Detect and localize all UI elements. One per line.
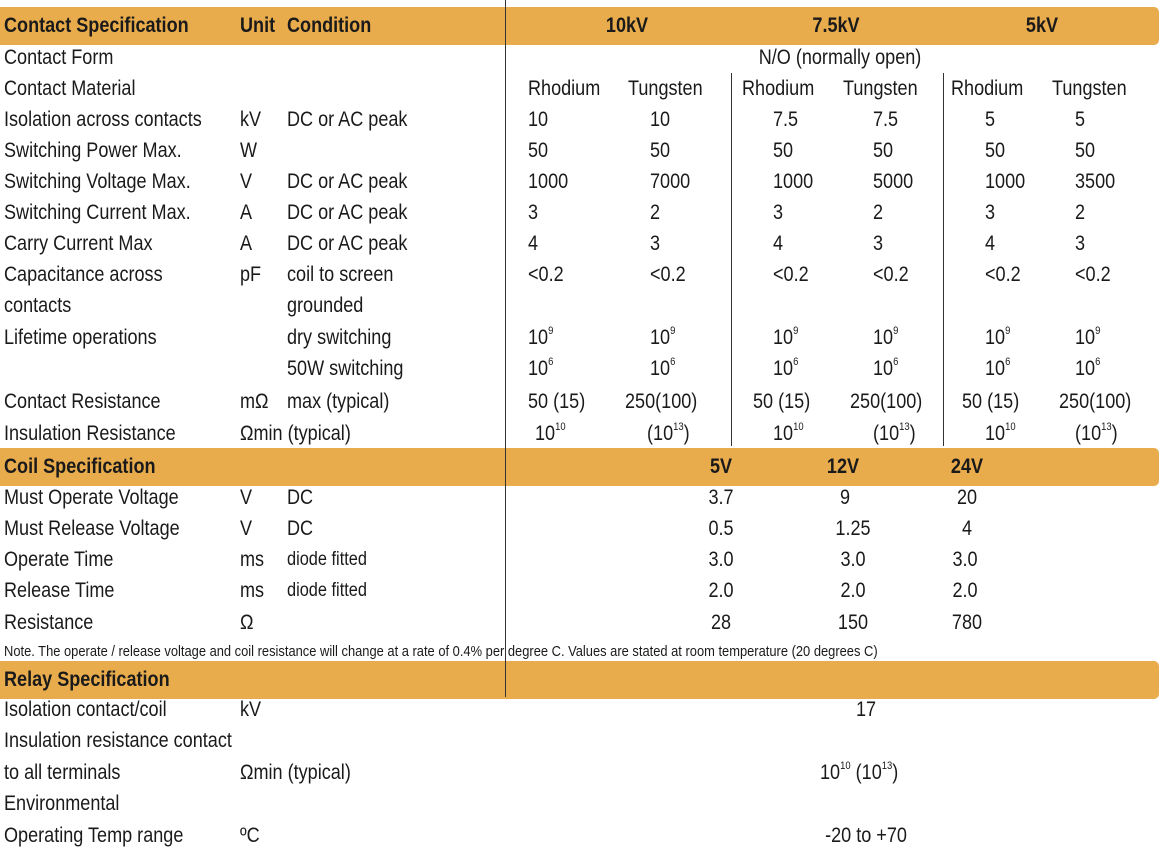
insulation-resistance-value: $(10^{13})$ bbox=[1075, 421, 1118, 445]
material-value: Tungsten bbox=[843, 77, 918, 100]
material-value: Rhodium bbox=[528, 77, 601, 100]
capacitance-value: <0.2 bbox=[650, 263, 686, 286]
relay-insulation-label: Insulation resistance contact bbox=[4, 729, 232, 752]
capacitance-condition-cont: grounded bbox=[287, 294, 364, 317]
must-release-unit: V bbox=[240, 517, 253, 540]
operate-time-value: 3.0 bbox=[708, 548, 734, 571]
must-release-value: 1.25 bbox=[835, 517, 871, 540]
carry-current-condition: DC or AC peak bbox=[287, 232, 408, 255]
contact-form-label: Contact Form bbox=[4, 46, 114, 69]
switching-current-unit: A bbox=[240, 201, 253, 224]
col-5v: 5V bbox=[709, 455, 733, 478]
release-time-label: Release Time bbox=[4, 579, 115, 602]
switching-current-value: 2 bbox=[873, 201, 884, 224]
col-12v: 12V bbox=[826, 455, 860, 478]
carry-current-value: 4 bbox=[528, 232, 539, 255]
relay-insulation-value: $10^{10}$ $(10^{13})$ bbox=[820, 760, 899, 784]
insulation-resistance-value: $(10^{13})$ bbox=[873, 421, 916, 445]
capacitance-condition: coil to screen bbox=[287, 263, 394, 286]
carry-current-label: Carry Current Max bbox=[4, 232, 153, 255]
operate-time-value: 3.0 bbox=[952, 548, 978, 571]
switching-voltage-value: 1000 bbox=[985, 170, 1026, 193]
material-value: Tungsten bbox=[628, 77, 703, 100]
capacitance-unit: pF bbox=[240, 263, 262, 286]
divider-7-5kv bbox=[731, 73, 732, 446]
coil-resistance-value: 150 bbox=[837, 611, 869, 634]
lifetime-50w-value: $10^6$ bbox=[773, 356, 799, 380]
switching-voltage-value: 1000 bbox=[528, 170, 569, 193]
switching-power-value: 50 bbox=[773, 139, 794, 162]
isolation-value: 7.5 bbox=[773, 108, 799, 131]
operate-time-unit: ms bbox=[240, 548, 265, 571]
switching-current-value: 2 bbox=[1075, 201, 1086, 224]
capacitance-label: Capacitance across bbox=[4, 263, 163, 286]
capacitance-value: <0.2 bbox=[773, 263, 809, 286]
carry-current-value: 4 bbox=[773, 232, 784, 255]
contact-form-value: N/O (normally open) bbox=[758, 46, 922, 69]
operating-temp-unit: ºC bbox=[240, 824, 260, 847]
isolation-value: 5 bbox=[985, 108, 996, 131]
operating-temp-label: Operating Temp range bbox=[4, 824, 184, 847]
must-release-value: 0.5 bbox=[708, 517, 734, 540]
material-value: Rhodium bbox=[951, 77, 1024, 100]
contact-resistance-value: 50 (15) bbox=[528, 390, 586, 413]
lifetime-dry-value: $10^9$ bbox=[873, 325, 899, 349]
isolation-unit: kV bbox=[240, 108, 262, 131]
switching-power-value: 50 bbox=[1075, 139, 1096, 162]
release-time-unit: ms bbox=[240, 579, 265, 602]
operate-time-condition: diode fitted bbox=[287, 549, 367, 570]
contact-resistance-unit: mΩ bbox=[240, 390, 269, 413]
lifetime-50w-value: $10^6$ bbox=[650, 356, 676, 380]
isolation-contact-coil-unit: kV bbox=[240, 698, 262, 721]
unit-header: Unit bbox=[240, 14, 276, 37]
relay-spec-header-bar bbox=[0, 661, 1159, 699]
switching-power-value: 50 bbox=[650, 139, 671, 162]
switching-voltage-label: Switching Voltage Max. bbox=[4, 170, 191, 193]
capacitance-value: <0.2 bbox=[985, 263, 1021, 286]
lifetime-50w-value: $10^6$ bbox=[985, 356, 1011, 380]
insulation-resistance-label: Insulation Resistance bbox=[4, 422, 176, 445]
isolation-value: 10 bbox=[528, 108, 549, 131]
capacitance-value: <0.2 bbox=[528, 263, 564, 286]
switching-power-unit: W bbox=[240, 139, 258, 162]
isolation-value: 7.5 bbox=[873, 108, 899, 131]
contact-resistance-condition: max (typical) bbox=[287, 390, 390, 413]
lifetime-50w-value: $10^6$ bbox=[873, 356, 899, 380]
contact-spec-title: Contact Specification bbox=[4, 14, 189, 37]
must-operate-value: 20 bbox=[956, 486, 978, 509]
must-operate-condition: DC bbox=[287, 486, 314, 509]
contact-resistance-value: 250(100) bbox=[1059, 390, 1132, 413]
switching-current-value: 3 bbox=[985, 201, 996, 224]
switching-voltage-value: 7000 bbox=[650, 170, 691, 193]
carry-current-unit: A bbox=[240, 232, 253, 255]
col-7-5kv: 7.5kV bbox=[812, 14, 860, 37]
carry-current-value: 3 bbox=[873, 232, 884, 255]
switching-voltage-value: 3500 bbox=[1075, 170, 1116, 193]
switching-current-value: 2 bbox=[650, 201, 661, 224]
contact-resistance-value: 250(100) bbox=[850, 390, 923, 413]
lifetime-dry-value: $10^9$ bbox=[528, 325, 554, 349]
lifetime-label: Lifetime operations bbox=[4, 326, 157, 349]
lifetime-dry-value: $10^9$ bbox=[1075, 325, 1101, 349]
must-operate-unit: V bbox=[240, 486, 253, 509]
capacitance-value: <0.2 bbox=[1075, 263, 1111, 286]
operate-time-label: Operate Time bbox=[4, 548, 114, 571]
divider-main bbox=[505, 0, 506, 697]
contact-resistance-label: Contact Resistance bbox=[4, 390, 161, 413]
lifetime-50w-value: $10^6$ bbox=[528, 356, 554, 380]
must-release-value: 4 bbox=[961, 517, 973, 540]
material-value: Rhodium bbox=[742, 77, 815, 100]
isolation-contact-coil-value: 17 bbox=[855, 698, 877, 721]
isolation-condition: DC or AC peak bbox=[287, 108, 408, 131]
carry-current-value: 3 bbox=[650, 232, 661, 255]
must-operate-value: 3.7 bbox=[708, 486, 734, 509]
capacitance-label-cont: contacts bbox=[4, 294, 72, 317]
insulation-resistance-unit: Ωmin (typical) bbox=[240, 422, 351, 445]
relay-spec-title: Relay Specification bbox=[4, 668, 170, 691]
switching-voltage-condition: DC or AC peak bbox=[287, 170, 408, 193]
col-10kv: 10kV bbox=[605, 14, 649, 37]
switching-power-value: 50 bbox=[873, 139, 894, 162]
switching-current-value: 3 bbox=[773, 201, 784, 224]
switching-current-condition: DC or AC peak bbox=[287, 201, 408, 224]
coil-resistance-value: 780 bbox=[951, 611, 983, 634]
lifetime-cond-50w: 50W switching bbox=[287, 357, 404, 380]
lifetime-dry-value: $10^9$ bbox=[650, 325, 676, 349]
contact-resistance-value: 50 (15) bbox=[753, 390, 811, 413]
carry-current-value: 3 bbox=[1075, 232, 1086, 255]
switching-power-label: Switching Power Max. bbox=[4, 139, 182, 162]
switching-power-value: 50 bbox=[985, 139, 1006, 162]
switching-voltage-value: 5000 bbox=[873, 170, 914, 193]
must-operate-label: Must Operate Voltage bbox=[4, 486, 179, 509]
coil-resistance-unit: Ω bbox=[240, 611, 254, 634]
environmental-label: Environmental bbox=[4, 792, 120, 815]
lifetime-dry-value: $10^9$ bbox=[773, 325, 799, 349]
release-time-condition: diode fitted bbox=[287, 580, 367, 601]
must-release-label: Must Release Voltage bbox=[4, 517, 180, 540]
coil-resistance-value: 28 bbox=[710, 611, 732, 634]
operate-time-value: 3.0 bbox=[840, 548, 866, 571]
isolation-contact-coil-label: Isolation contact/coil bbox=[4, 698, 167, 721]
switching-voltage-value: 1000 bbox=[773, 170, 814, 193]
lifetime-50w-value: $10^6$ bbox=[1075, 356, 1101, 380]
col-5kv: 5kV bbox=[1025, 14, 1059, 37]
contact-resistance-value: 250(100) bbox=[625, 390, 698, 413]
coil-spec-title: Coil Specification bbox=[4, 455, 156, 478]
isolation-value: 10 bbox=[650, 108, 671, 131]
switching-current-value: 3 bbox=[528, 201, 539, 224]
insulation-resistance-value: $10^{10}$ bbox=[535, 421, 566, 445]
lifetime-cond-dry: dry switching bbox=[287, 326, 392, 349]
divider-5kv bbox=[943, 73, 944, 446]
switching-voltage-unit: V bbox=[240, 170, 253, 193]
operating-temp-value: -20 to +70 bbox=[825, 824, 907, 847]
coil-note: Note. The operate / release voltage and coil resistance will change at a rate of 0.4% per degree C. Values are stated at room temperature (20 degrees C) bbox=[4, 643, 878, 660]
switching-current-label: Switching Current Max. bbox=[4, 201, 191, 224]
col-24v: 24V bbox=[950, 455, 984, 478]
relay-insulation-unit: Ωmin (typical) bbox=[240, 761, 351, 784]
condition-header: Condition bbox=[287, 14, 372, 37]
capacitance-value: <0.2 bbox=[873, 263, 909, 286]
relay-insulation-label-cont: to all terminals bbox=[4, 761, 121, 784]
contact-material-label: Contact Material bbox=[4, 77, 136, 100]
carry-current-value: 4 bbox=[985, 232, 996, 255]
must-release-condition: DC bbox=[287, 517, 314, 540]
contact-resistance-value: 50 (15) bbox=[962, 390, 1020, 413]
lifetime-dry-value: $10^9$ bbox=[985, 325, 1011, 349]
release-time-value: 2.0 bbox=[952, 579, 978, 602]
material-value: Tungsten bbox=[1052, 77, 1127, 100]
insulation-resistance-value: $(10^{13})$ bbox=[647, 421, 690, 445]
isolation-label: Isolation across contacts bbox=[4, 108, 202, 131]
coil-spec-header-bar bbox=[0, 448, 1159, 486]
insulation-resistance-value: $10^{10}$ bbox=[773, 421, 804, 445]
release-time-value: 2.0 bbox=[708, 579, 734, 602]
switching-power-value: 50 bbox=[528, 139, 549, 162]
must-operate-value: 9 bbox=[839, 486, 851, 509]
isolation-value: 5 bbox=[1075, 108, 1086, 131]
release-time-value: 2.0 bbox=[840, 579, 866, 602]
insulation-resistance-value: $10^{10}$ bbox=[985, 421, 1016, 445]
coil-resistance-label: Resistance bbox=[4, 611, 94, 634]
